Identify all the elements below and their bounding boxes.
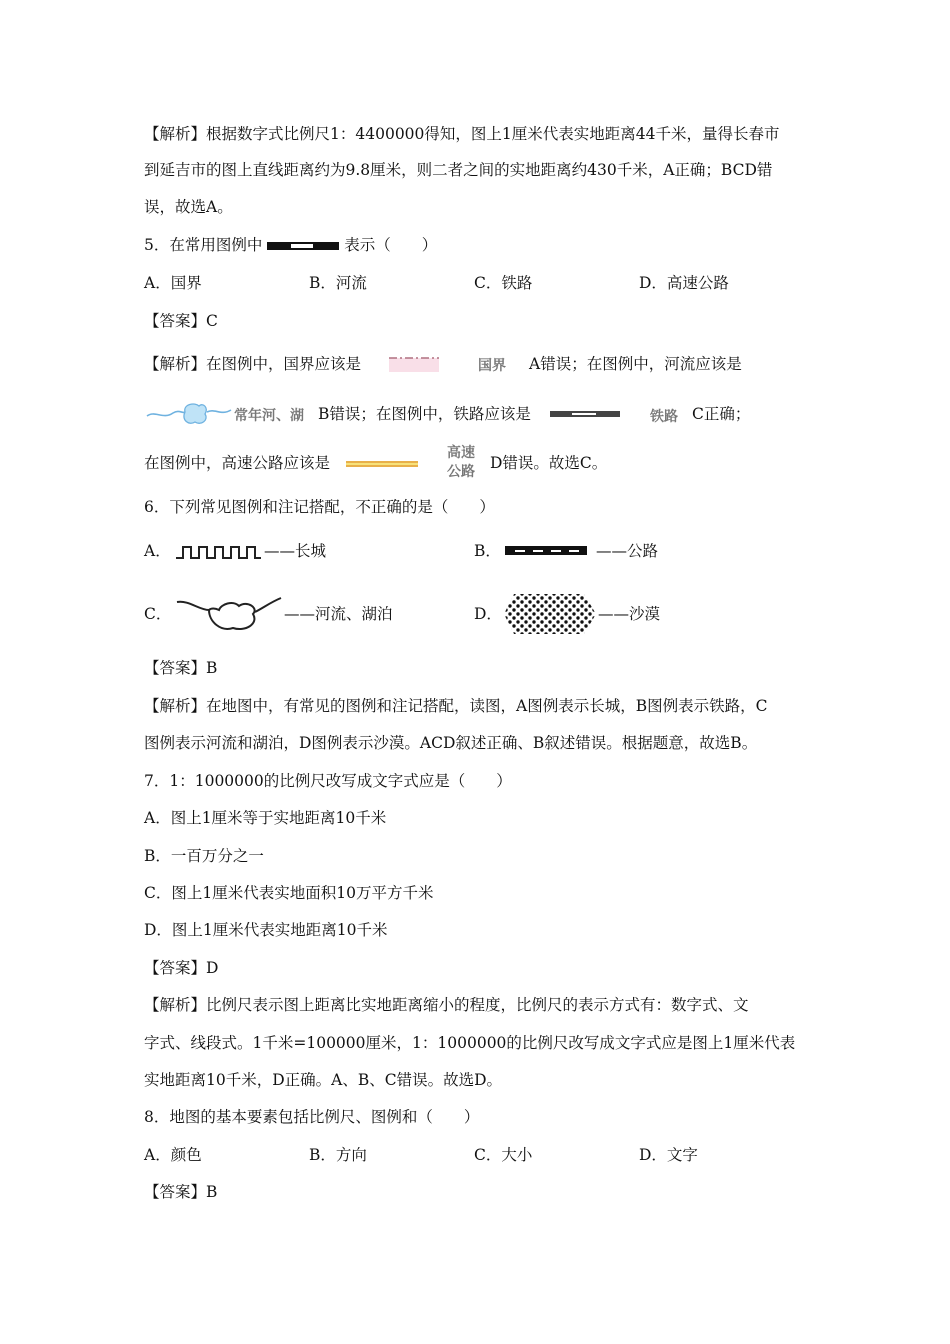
q5-answer: 【答案】C [144,312,218,330]
analysis-tag: 【解析】 [144,125,207,143]
railway-legend-icon-3 [505,546,587,556]
q8-option-a: A．颜色 [144,1146,202,1164]
river-lake-legend-icon-2 [175,596,283,636]
q6-stem: 6．下列常见图例和注记搭配，不正确的是（ ） [144,498,495,516]
q8-answer: 【答案】B [144,1183,218,1201]
q4-analysis-line-3: 误，故选A。 [144,198,233,216]
q5-option-d: D．高速公路 [639,274,729,292]
q5-analysis-line-1: 【解析】在图例中，国界应该是 [144,355,362,373]
q5-analysis-text-6: D错误。故选C。 [490,454,608,472]
railway-legend-icon [267,241,339,251]
q6-option-b: B． [474,542,501,560]
great-wall-legend-icon [175,543,265,561]
q8-option-c: C．大小 [474,1146,533,1164]
q6-option-c-text: ——河流、湖泊 [284,605,393,623]
q6-option-a: A． [144,542,171,560]
q5-analysis-text-4: C正确； [692,405,751,423]
q8-option-b: B．方向 [309,1146,367,1164]
q6-option-d-text: ——沙漠 [598,605,661,623]
q7-option-c: C．图上1厘米代表实地面积10万平方千米 [144,884,434,902]
q7-analysis-line-3: 实地距离10千米，D正确。A、B、C错误。故选D。 [144,1071,503,1089]
q6-analysis-line-1: 【解析】在地图中，有常见的图例和注记搭配，读图，A图例表示长城，B图例表示铁路，C [144,697,768,715]
q4-analysis-line-1: 【解析】根据数字式比例尺1：4400000得知，图上1厘米代表实地距离44千米，量得长春市 [144,125,780,143]
q5-stem: 5．在常用图例中 表示（ ） [144,236,438,254]
q6-option-b-text: ——公路 [596,542,659,560]
q6-analysis-line-2: 图例表示河流和湖泊，D图例表示沙漠。ACD叙述正确、B叙述错误。根据题意，故选B。 [144,734,758,752]
q7-answer: 【答案】D [144,959,219,977]
q7-analysis-line-1: 【解析】比例尺表示图上距离比实地距离缩小的程度，比例尺的表示方式有：数字式、文 [144,996,749,1014]
railway-legend-icon-2 [550,410,620,418]
q5-option-a: A．国界 [144,274,202,292]
desert-legend-icon [504,592,596,636]
q5-option-c: C．铁路 [474,274,533,292]
q8-option-d: D．文字 [639,1146,698,1164]
q8-stem: 8．地图的基本要素包括比例尺、图例和（ ） [144,1108,480,1126]
q7-option-d: D．图上1厘米代表实地距离10千米 [144,921,388,939]
river-lake-legend-icon [145,400,233,428]
q5-analysis-text-2: A错误；在图例中，河流应该是 [529,355,742,373]
q5-option-b: B．河流 [309,274,367,292]
q6-option-d: D． [474,605,502,623]
q7-analysis-line-2: 字式、线段式。1千米=100000厘米，1：1000000的比例尺改写成文字式应是图上1厘米代表 [144,1034,796,1052]
q7-option-a: A．图上1厘米等于实地距离10千米 [144,809,387,827]
border-legend-icon [389,355,439,373]
q7-stem: 7．1：1000000的比例尺改写成文字式应是（ ） [144,772,512,790]
q6-option-c: C． [144,605,172,623]
q4-analysis-line-2: 到延吉市的图上直线距离约为9.8厘米，则二者之间的实地距离约430千米，A正确；BCD错 [144,161,773,179]
highway-legend-label-1: 高速 [447,445,475,461]
highway-legend-label-2: 公路 [447,464,475,480]
q5-analysis-line-3: 在图例中，高速公路应该是 [144,454,331,472]
highway-legend-icon [346,460,418,468]
border-legend-label: 国界 [478,358,506,374]
railway-legend-label: 铁路 [650,409,678,425]
river-lake-legend-label: 常年河、湖 [234,408,304,424]
q6-option-a-text: ——长城 [264,542,327,560]
q5-analysis-text-3: B错误；在图例中，铁路应该是 [318,405,531,423]
q7-option-b: B．一百万分之一 [144,847,264,865]
q6-answer: 【答案】B [144,659,218,677]
